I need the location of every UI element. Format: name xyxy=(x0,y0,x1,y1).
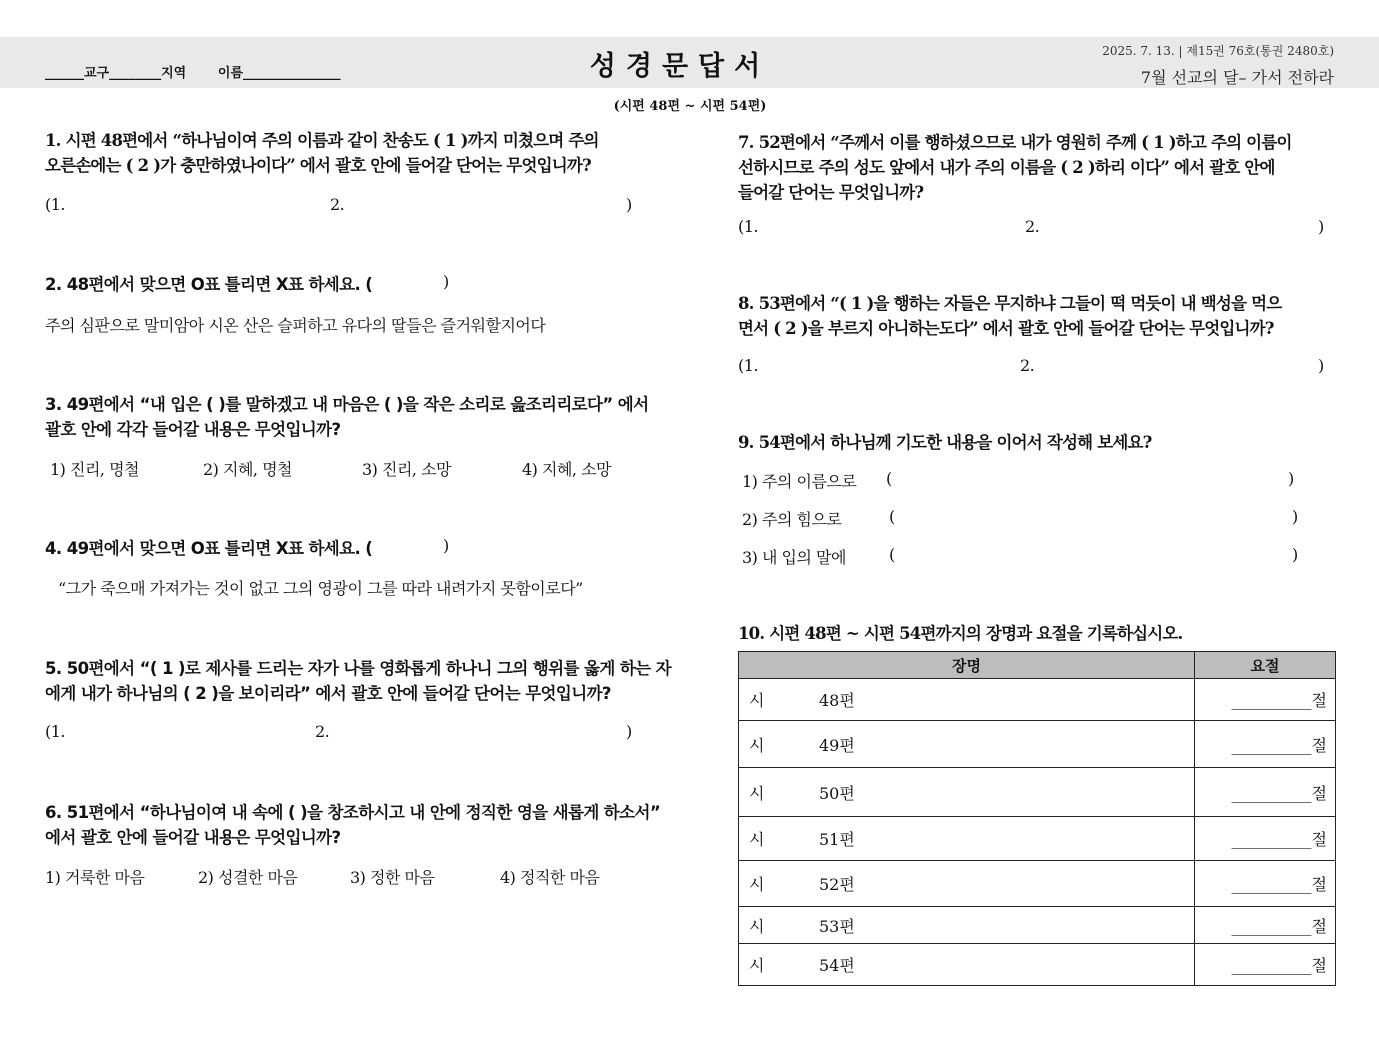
prayer-item-3-close: ) xyxy=(1292,545,1298,564)
table-row xyxy=(739,907,1336,944)
answer-8-close: ) xyxy=(1318,356,1324,375)
answer-1-close: ) xyxy=(626,195,632,214)
question-8-line-1: 8. 53편에서 “( 1 )을 행하는 자들은 무지하냐 그들이 떡 먹듯이 내 백성을 먹으 xyxy=(738,294,1282,313)
prayer-item-3-label: 3) 내 입의 말에 xyxy=(742,548,846,567)
answer-7-blank-2[interactable]: 2. xyxy=(1025,217,1040,236)
column-header-verse: 요절 xyxy=(1195,652,1336,679)
option-6-3[interactable]: 3) 정한 마음 xyxy=(350,868,435,887)
question-2-statement: 주의 심판으로 말미암아 시온 산은 슬퍼하고 유다의 딸들은 즐거워할지어다 xyxy=(45,316,546,335)
question-3-line-1: 3. 49편에서 “내 입은 ( )를 말하겠고 내 마음은 ( )을 작은 소리로 읊조리리로다” 에서 xyxy=(45,395,649,414)
table-row xyxy=(739,768,1336,817)
chapter-cell: 시 50편 xyxy=(739,768,1195,817)
month-theme: 7월 선교의 달– 가서 전하라 xyxy=(1140,68,1334,87)
prayer-item-2-open[interactable]: ( xyxy=(889,507,895,526)
answer-5-close: ) xyxy=(626,722,632,741)
chapter-cell: 시 48편 xyxy=(739,679,1195,721)
question-5 xyxy=(45,656,695,706)
question-1 xyxy=(45,128,695,178)
question-8-line-2: 면서 ( 2 )을 부르지 아니하는도다” 에서 괄호 안에 들어갈 단어는 무엇입니까? xyxy=(738,319,1274,338)
answer-5-open: (1. xyxy=(45,722,66,741)
chapter-cell: 시 54편 xyxy=(739,944,1195,986)
chapter-cell: 시 49편 xyxy=(739,721,1195,768)
verse-cell[interactable]: __________절 xyxy=(1195,721,1336,768)
question-4: 4. 49편에서 맞으면 O표 틀리면 X표 하세요. ( xyxy=(45,539,373,558)
question-6-line-2: 에서 괄호 안에 들어갈 내용은 무엇입니까? xyxy=(45,828,341,847)
answer-7-open: (1. xyxy=(738,217,759,236)
question-1-line-2: 오른손에는 ( 2 )가 충만하였나이다” 에서 괄호 안에 들어갈 단어는 무엇입니까? xyxy=(45,156,591,175)
option-6-1[interactable]: 1) 거룩한 마음 xyxy=(45,868,145,887)
question-8 xyxy=(738,291,1358,341)
answer-1-blank-2[interactable]: 2. xyxy=(330,195,345,214)
question-6-line-1: 6. 51편에서 “하나님이여 내 속에 ( )을 창조하시고 내 안에 정직한 영을 새롭게 하소서” xyxy=(45,803,661,822)
option-3-2[interactable]: 2) 지혜, 명철 xyxy=(203,460,293,479)
question-7-line-3: 들어갈 단어는 무엇입니까? xyxy=(738,183,924,202)
chapter-cell: 시 52편 xyxy=(739,861,1195,907)
table-row xyxy=(739,861,1336,907)
answer-4-close: ) xyxy=(443,536,449,555)
answer-1-open: (1. xyxy=(45,195,66,214)
column-header-chapter: 장명 xyxy=(739,652,1195,679)
option-3-1[interactable]: 1) 진리, 명철 xyxy=(50,460,140,479)
question-7-line-2: 선하시므로 주의 성도 앞에서 내가 주의 이름을 ( 2 )하리 이다” 에서 괄호 안에 xyxy=(738,158,1275,177)
question-3-line-2: 괄호 안에 각각 들어갈 내용은 무엇입니까? xyxy=(45,420,341,439)
table-row xyxy=(739,817,1336,861)
verse-cell[interactable]: __________절 xyxy=(1195,907,1336,944)
prayer-item-2-close: ) xyxy=(1292,507,1298,526)
question-10: 10. 시편 48편 ~ 시편 54편까지의 장명과 요절을 기록하십시오. xyxy=(738,624,1183,643)
answer-8-blank-2[interactable]: 2. xyxy=(1020,356,1035,375)
memory-verse-table xyxy=(738,651,1336,986)
question-1-line-1: 1. 시편 48편에서 “하나님이여 주의 이름과 같이 찬송도 ( 1 )까지 미쳤으며 주의 xyxy=(45,131,599,150)
prayer-item-1-open[interactable]: ( xyxy=(886,469,892,488)
prayer-item-1-label: 1) 주의 이름으로 xyxy=(742,472,857,491)
prayer-item-2-label: 2) 주의 힘으로 xyxy=(742,510,842,529)
question-4-statement: “그가 죽으매 가져가는 것이 없고 그의 영광이 그를 따라 내려가지 못함이로다” xyxy=(58,579,583,598)
prayer-item-3-open[interactable]: ( xyxy=(889,545,895,564)
chapter-cell: 시 53편 xyxy=(739,907,1195,944)
question-3 xyxy=(45,392,695,442)
table-row xyxy=(739,944,1336,986)
question-2: 2. 48편에서 맞으면 O표 틀리면 X표 하세요. ( xyxy=(45,275,373,294)
answer-2-close: ) xyxy=(443,272,449,291)
answer-8-open: (1. xyxy=(738,356,759,375)
verse-cell[interactable]: __________절 xyxy=(1195,861,1336,907)
issue-info: 2025. 7. 13. | 제15권 76호(통권 2480호) xyxy=(1102,44,1334,58)
table-row xyxy=(739,679,1336,721)
answer-5-blank-2[interactable]: 2. xyxy=(315,722,330,741)
option-6-4[interactable]: 4) 정직한 마음 xyxy=(500,868,600,887)
chapter-cell: 시 51편 xyxy=(739,817,1195,861)
verse-cell[interactable]: __________절 xyxy=(1195,817,1336,861)
option-3-4[interactable]: 4) 지혜, 소망 xyxy=(522,460,612,479)
verse-cell[interactable]: __________절 xyxy=(1195,679,1336,721)
verse-cell[interactable]: __________절 xyxy=(1195,944,1336,986)
question-7-line-1: 7. 52편에서 “주께서 이를 행하셨으므로 내가 영원히 주께 ( 1 )하고 주의 이름이 xyxy=(738,133,1292,152)
table-row xyxy=(739,721,1336,768)
page-title: 성경문답서 xyxy=(589,51,771,82)
option-3-3[interactable]: 3) 진리, 소망 xyxy=(362,460,452,479)
name-fields[interactable]: ______교구________지역 이름_______________ xyxy=(45,66,341,81)
question-5-line-1: 5. 50편에서 “( 1 )로 제사를 드리는 자가 나를 영화롭게 하나니 그의 행위를 옳게 하는 자 xyxy=(45,659,671,678)
answer-7-close: ) xyxy=(1318,217,1324,236)
question-6 xyxy=(45,800,695,850)
question-5-line-2: 에게 내가 하나님의 ( 2 )을 보이리라” 에서 괄호 안에 들어갈 단어는 무엇입니까? xyxy=(45,684,611,703)
prayer-item-1-close: ) xyxy=(1288,469,1294,488)
question-7 xyxy=(738,130,1358,205)
page-subtitle: (시편 48편 ~ 시편 54편) xyxy=(613,99,767,114)
question-9: 9. 54편에서 하나님께 기도한 내용을 이어서 작성해 보세요? xyxy=(738,433,1152,452)
verse-cell[interactable]: __________절 xyxy=(1195,768,1336,817)
option-6-2[interactable]: 2) 성결한 마음 xyxy=(198,868,298,887)
